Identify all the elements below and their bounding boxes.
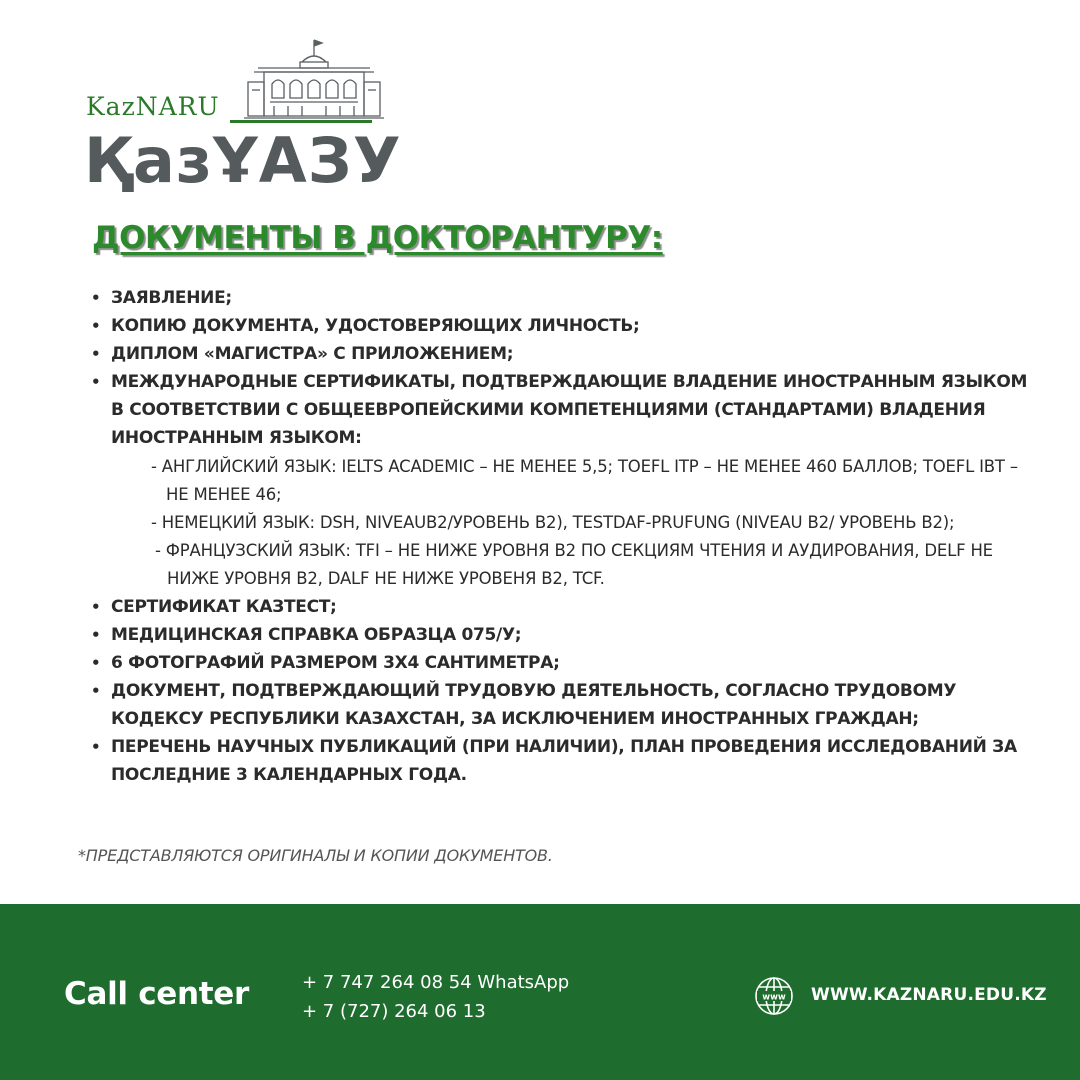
list-item bbox=[86, 340, 1036, 368]
list-item bbox=[86, 621, 1036, 649]
page-title: ДОКУМЕНТЫ В ДОКТОРАНТУРУ: bbox=[92, 220, 663, 256]
logo-latin-name: KazNARU bbox=[86, 92, 220, 121]
footnote: *ПРЕДСТАВЛЯЮТСЯ ОРИГИНАЛЫ И КОПИИ ДОКУМЕНТОВ. bbox=[78, 846, 553, 865]
footer bbox=[0, 904, 1080, 1080]
university-building-icon bbox=[244, 36, 384, 128]
sub-list-item-french: - ФРАНЦУЗСКИЙ ЯЗЫК: TFI – НЕ НИЖЕ УРОВНЯ В2 ПО СЕКЦИЯМ ЧТЕНИЯ И АУДИРОВАНИЯ, DELF НЕ НИЖЕ УРОВНЯ В2, DALF НЕ НИЖЕ УРОВЕНЯ В2, TCF. bbox=[155, 541, 993, 588]
documents-list bbox=[86, 284, 1036, 789]
list-item-text: СЕРТИФИКАТ КАЗТЕСТ; bbox=[111, 597, 337, 617]
website-link[interactable]: WWW.KAZNARU.EDU.KZ bbox=[811, 985, 1047, 1005]
list-item-text: ЗАЯВЛЕНИЕ; bbox=[111, 288, 232, 308]
logo-kazakh-name: ҚазҰАЗУ bbox=[84, 124, 402, 197]
logo-divider bbox=[230, 120, 372, 123]
list-item-text: ДОКУМЕНТ, ПОДТВЕРЖДАЮЩИЙ ТРУДОВУЮ ДЕЯТЕЛЬНОСТЬ, СОГЛАСНО ТРУДОВОМУ КОДЕКСУ РЕСПУБЛИКИ КАЗАХСТАН, ЗА ИСКЛЮЧЕНИЕМ ИНОСТРАННЫХ ГРАЖДАН; bbox=[111, 681, 957, 729]
list-item bbox=[86, 284, 1036, 312]
phone-whatsapp[interactable]: + 7 747 264 08 54 WhatsApp bbox=[302, 972, 570, 993]
svg-text:www: www bbox=[762, 992, 786, 1003]
bullet-icon: • bbox=[91, 654, 101, 672]
language-requirements-list bbox=[111, 453, 1036, 593]
list-item bbox=[86, 312, 1036, 340]
bullet-icon: • bbox=[91, 373, 101, 391]
list-item-text: МЕДИЦИНСКАЯ СПРАВКА ОБРАЗЦА 075/У; bbox=[111, 625, 522, 645]
phone-numbers bbox=[302, 968, 569, 1026]
phone-landline[interactable]: + 7 (727) 264 06 13 bbox=[302, 1001, 486, 1022]
bullet-icon: • bbox=[91, 345, 101, 363]
logo bbox=[84, 36, 402, 197]
bullet-icon: • bbox=[91, 317, 101, 335]
list-item-text: 6 ФОТОГРАФИЙ РАЗМЕРОМ 3Х4 САНТИМЕТРА; bbox=[111, 653, 560, 673]
list-item bbox=[86, 649, 1036, 677]
bullet-icon: • bbox=[91, 289, 101, 307]
list-item bbox=[86, 733, 1036, 789]
globe-www-icon bbox=[754, 976, 794, 1016]
list-item-text: КОПИЮ ДОКУМЕНТА, УДОСТОВЕРЯЮЩИХ ЛИЧНОСТЬ; bbox=[111, 316, 640, 336]
sub-list-item-german: - НЕМЕЦКИЙ ЯЗЫК: DSH, NIVEAUB2/УРОВЕНЬ В2), TESTDAF-PRUFUNG (NIVEAU B2/ УРОВЕНЬ В2); bbox=[151, 513, 955, 532]
call-center-label: Call center bbox=[64, 976, 250, 1012]
list-item-text: ПЕРЕЧЕНЬ НАУЧНЫХ ПУБЛИКАЦИЙ (ПРИ НАЛИЧИИ), ПЛАН ПРОВЕДЕНИЯ ИССЛЕДОВАНИЙ ЗА ПОСЛЕДНИЕ 3 КАЛЕНДАРНЫХ ГОДА. bbox=[111, 737, 1017, 785]
list-item bbox=[86, 677, 1036, 733]
bullet-icon: • bbox=[91, 626, 101, 644]
bullet-icon: • bbox=[91, 738, 101, 756]
bullet-icon: • bbox=[91, 598, 101, 616]
sub-list-item-english: - АНГЛИЙСКИЙ ЯЗЫК: IELTS ACADEMIC – НЕ МЕНЕЕ 5,5; TOEFL ITP – НЕ МЕНЕЕ 460 БАЛЛОВ; TOEFL IBT – НЕ МЕНЕЕ 46; bbox=[151, 457, 1018, 504]
list-item bbox=[86, 593, 1036, 621]
list-item bbox=[86, 368, 1036, 593]
list-item-text: ДИПЛОМ «МАГИСТРА» С ПРИЛОЖЕНИЕМ; bbox=[111, 344, 514, 364]
bullet-icon: • bbox=[91, 682, 101, 700]
list-item-text: МЕЖДУНАРОДНЫЕ СЕРТИФИКАТЫ, ПОДТВЕРЖДАЮЩИЕ ВЛАДЕНИЕ ИНОСТРАННЫМ ЯЗЫКОМ В СООТВЕТСТВИИ С ОБЩЕЕВРОПЕЙСКИМИ КОМПЕТЕНЦИЯМИ (СТАНДАРТАМИ) ВЛАДЕНИЯ ИНОСТРАННЫМ ЯЗЫКОМ: bbox=[111, 372, 1028, 448]
